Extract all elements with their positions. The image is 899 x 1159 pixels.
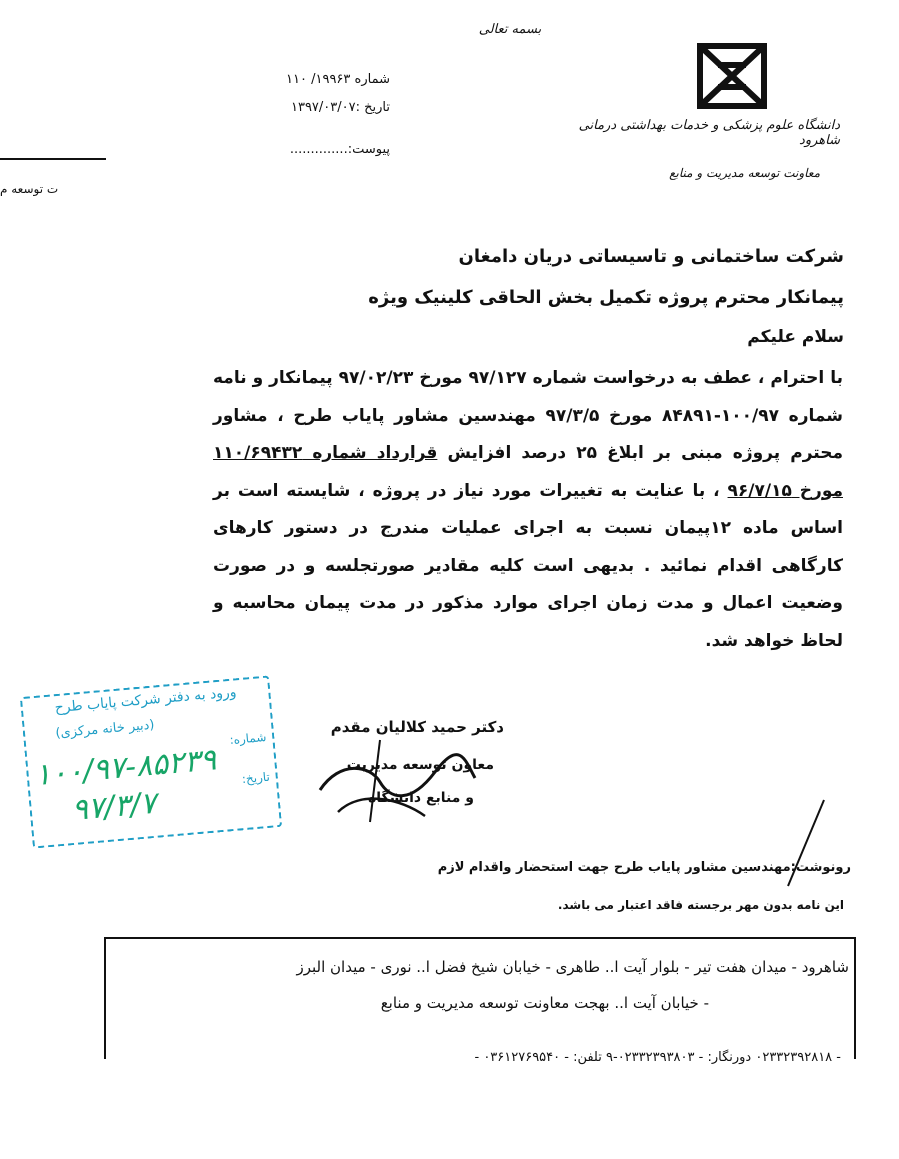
stamp-number-label: شماره: xyxy=(228,729,267,748)
footer-address-line-2: - خیابان آیت ا.. بهجت معاونت توسعه مدیریت و منابع xyxy=(380,994,709,1012)
cc-note: رونوشت:مهندسین مشاور پایاب طرح جهت استحضار واقدام لازم xyxy=(437,860,851,875)
letter-body xyxy=(213,360,843,660)
received-stamp xyxy=(20,675,282,848)
greeting: سلام علیکم xyxy=(747,327,844,347)
signatory-title: معاون توسعه مدیریت xyxy=(346,757,494,773)
stamp-heading: ورود به دفتر شرکت پایاب طرح xyxy=(54,684,238,717)
validity-note: این نامه بدون مهر برجسته فاقد اعتبار می باشد. xyxy=(557,898,844,912)
department-name: معاونت توسعه مدیریت و منابع xyxy=(669,166,820,180)
stamp-date-label: تاریخ: xyxy=(241,769,271,787)
footer-phone-line: - ۰۲۳۳۲۳۹۲۸۱۸ دورنگار: - ۰۲۳۳۲۳۹۳۸۰۳-۹ تلفن: - ۰۳۶۱۲۷۶۹۵۴۰ - xyxy=(474,1050,841,1065)
university-name: دانشگاه علوم پزشکی و خدمات بهداشتی درمانی شاهرود xyxy=(578,118,840,148)
signatory-name: دکتر حمید کلالیان مقدم xyxy=(330,718,504,736)
stamp-department: (دبیر خانه مرکزی) xyxy=(54,717,156,742)
letter-date: تاریخ :۱۳۹۷/۰۳/۰۷ xyxy=(290,100,390,115)
recipient-contractor: پیمانکار محترم پروژه تکمیل بخش الحاقی کلینیک ویژه xyxy=(368,287,844,308)
signatory-title-continued: و منابع دانشگاه xyxy=(367,790,474,806)
body-text-part-2: ، با عنایت به تغییرات مورد نیاز در پروژه ، شایسته است بر اساس ماده ۱۲پیمان نسبت به اجرای عملیات مندرج در دستور کارهای کارگاهی اقدام نمائید . بدیهی است کلیه مقادیر صورتجلسه و در صورت وضعیت اعمال و مدت زمان اجرای موارد مذکور در مدت پیمان محاسبه و لحاظ خواهد شد. xyxy=(213,480,843,651)
letter-number: شماره ۱۹۹۶۳/ ۱۱۰ xyxy=(286,72,390,87)
letter-attachment: پیوست:.............. xyxy=(289,142,390,157)
body-contract-reference: قرارداد شماره ۱۱۰/۶۹۴۳۲ مورخ ۹۶/۷/۱۵ xyxy=(213,443,843,501)
handwritten-signature xyxy=(260,720,490,830)
recipient-company: شرکت ساختمانی و تاسیساتی دریان دامغان xyxy=(458,246,844,267)
bismillah-heading: بسمه تعالی xyxy=(478,22,542,37)
footer-address-line-1: شاهرود - میدان هفت تیر - بلوار آیت ا.. طاهری - خیابان شیخ فضل ا.. نوری - میدان البرز xyxy=(296,958,849,976)
university-logo xyxy=(690,40,774,112)
margin-divider xyxy=(0,158,106,160)
stamp-date-handwritten: ۹۷/۳/۷ xyxy=(70,785,158,829)
margin-cut-text: ت توسعه م xyxy=(0,182,59,196)
stamp-number-handwritten: ۱۰۰/۹۷-۸۵۲۳۹ xyxy=(33,742,218,794)
body-text-part-1: با احترام ، عطف به درخواست شماره ۹۷/۱۲۷ مورخ ۹۷/۰۲/۲۳ پیمانکار و نامه شماره ۱۰۰/۹۷-۸۴۸۹۱ مورخ ۹۷/۳/۵ مهندسین مشاور پایاب طرح ، مشاور محترم پروژه مبنی بر ابلاغ ۲۵ درصد افزایش xyxy=(213,368,843,463)
cc-check-mark xyxy=(780,790,840,890)
